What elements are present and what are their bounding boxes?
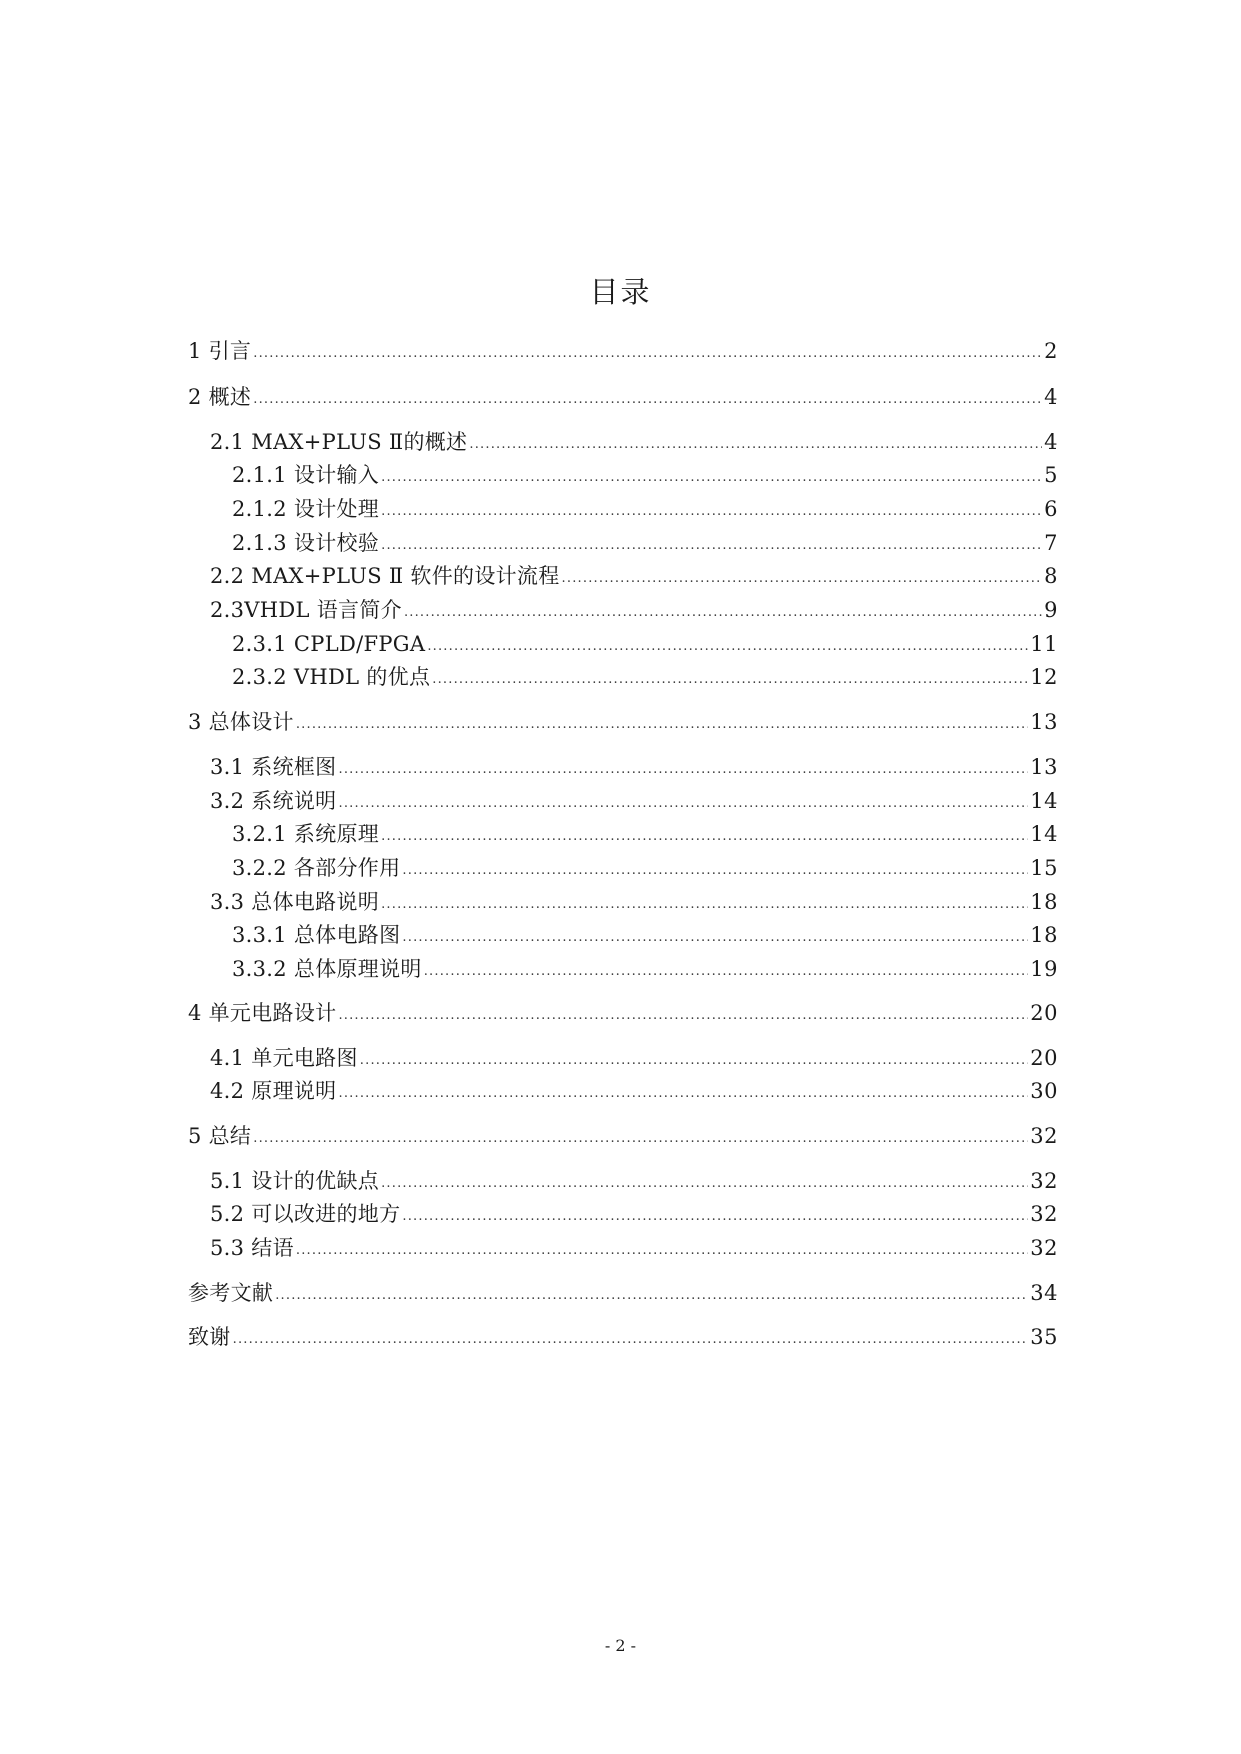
toc-entry-page-number: 11 — [1030, 632, 1058, 656]
toc-dot-leader — [381, 531, 1042, 561]
toc-entry[interactable] — [188, 1121, 1058, 1151]
toc-entry[interactable] — [210, 427, 1058, 457]
toc-entry-page-number: 4 — [1044, 430, 1058, 454]
toc-dot-leader — [338, 1001, 1028, 1031]
toc-entry[interactable] — [210, 887, 1058, 917]
toc-dot-leader — [427, 632, 1028, 662]
toc-dot-leader — [381, 890, 1028, 920]
toc-dot-leader — [253, 385, 1042, 415]
toc-dot-leader — [469, 430, 1042, 460]
toc-entry-label: 2.1 MAX+PLUS Ⅱ的概述 — [210, 430, 468, 454]
toc-entry-label: 3 总体设计 — [188, 710, 294, 734]
toc-entry-label: 4.2 原理说明 — [210, 1079, 337, 1103]
page-number: - 2 - — [604, 1636, 637, 1655]
toc-entry[interactable] — [232, 819, 1058, 849]
toc-entry[interactable] — [232, 920, 1058, 950]
toc-entry-page-number: 13 — [1030, 710, 1058, 734]
toc-dot-leader — [424, 957, 1029, 987]
toc-entry-page-number: 15 — [1030, 856, 1058, 880]
toc-entry[interactable] — [210, 752, 1058, 782]
toc-dot-leader — [381, 822, 1028, 852]
toc-entry-page-number: 4 — [1044, 385, 1058, 409]
toc-dot-leader — [338, 755, 1028, 785]
toc-entry-label: 3.3.1 总体电路图 — [232, 923, 401, 947]
toc-entry[interactable] — [210, 1199, 1058, 1229]
toc-dot-leader — [360, 1046, 1028, 1076]
toc-entry-page-number: 32 — [1030, 1124, 1058, 1148]
toc-entry-page-number: 5 — [1044, 463, 1058, 487]
toc-entry-page-number: 19 — [1030, 957, 1058, 981]
toc-entry-label: 3.2.1 系统原理 — [232, 822, 380, 846]
toc-entry-page-number: 32 — [1030, 1169, 1058, 1193]
toc-entry-page-number: 8 — [1044, 564, 1058, 588]
toc-entry[interactable] — [232, 662, 1058, 692]
toc-entry[interactable] — [210, 1076, 1058, 1106]
toc-entry[interactable] — [188, 382, 1058, 412]
toc-dot-leader — [381, 463, 1042, 493]
toc-entry-label: 1 引言 — [188, 339, 252, 363]
toc-entry-page-number: 14 — [1030, 822, 1058, 846]
toc-entry-page-number: 35 — [1030, 1325, 1058, 1349]
toc-entry-label: 2.1.2 设计处理 — [232, 497, 380, 521]
toc-entry-label: 5.2 可以改进的地方 — [210, 1202, 401, 1226]
toc-entry-label: 4 单元电路设计 — [188, 1001, 337, 1025]
toc-dot-leader — [402, 1202, 1028, 1232]
toc-dot-leader — [432, 665, 1028, 695]
toc-entry[interactable] — [232, 460, 1058, 490]
toc-entry-label: 参考文献 — [188, 1281, 274, 1305]
toc-entry-label: 3.2 系统说明 — [210, 789, 337, 813]
toc-entry[interactable] — [210, 595, 1058, 625]
toc-entry[interactable] — [188, 707, 1058, 737]
toc-dot-leader — [381, 1169, 1028, 1199]
toc-entry[interactable] — [232, 629, 1058, 659]
toc-entry-label: 致谢 — [188, 1325, 231, 1349]
toc-entry-page-number: 32 — [1030, 1202, 1058, 1226]
toc-entry-label: 2.1.3 设计校验 — [232, 531, 380, 555]
toc-entry-label: 2.3.2 VHDL 的优点 — [232, 665, 431, 689]
toc-entry-label: 5.3 结语 — [210, 1236, 294, 1260]
toc-entry-page-number: 14 — [1030, 789, 1058, 813]
toc-dot-leader — [338, 789, 1028, 819]
toc-entry-label: 3.3.2 总体原理说明 — [232, 957, 422, 981]
toc-entry-page-number: 7 — [1044, 531, 1058, 555]
toc-entry-page-number: 32 — [1030, 1236, 1058, 1260]
toc-entry-page-number: 9 — [1044, 598, 1058, 622]
toc-dot-leader — [233, 1325, 1029, 1355]
toc-entry[interactable] — [210, 1166, 1058, 1196]
toc-dot-leader — [381, 497, 1042, 527]
toc-entry-label: 3.1 系统框图 — [210, 755, 337, 779]
toc-dot-leader — [338, 1079, 1028, 1109]
toc-dot-leader — [296, 710, 1028, 740]
toc-dot-leader — [404, 598, 1042, 628]
toc-entry-page-number: 20 — [1030, 1046, 1058, 1070]
toc-entry-page-number: 20 — [1030, 1001, 1058, 1025]
toc-entry[interactable] — [210, 1233, 1058, 1263]
toc-dot-leader — [253, 1124, 1028, 1154]
toc-entry-page-number: 13 — [1030, 755, 1058, 779]
toc-dot-leader — [275, 1281, 1028, 1311]
toc-dot-leader — [402, 856, 1028, 886]
toc-entry[interactable] — [188, 1278, 1058, 1308]
toc-entry[interactable] — [210, 786, 1058, 816]
toc-entry-page-number: 12 — [1030, 665, 1058, 689]
toc-entry[interactable] — [188, 336, 1058, 366]
toc-entry-label: 5.1 设计的优缺点 — [210, 1169, 380, 1193]
toc-entry[interactable] — [188, 1322, 1058, 1352]
toc-entry[interactable] — [232, 494, 1058, 524]
toc-dot-leader — [296, 1236, 1028, 1266]
toc-entry-label: 2.1.1 设计输入 — [232, 463, 380, 487]
toc-entry-label: 5 总结 — [188, 1124, 252, 1148]
toc-entry-page-number: 6 — [1044, 497, 1058, 521]
toc-entry-page-number: 30 — [1030, 1079, 1058, 1103]
toc-entry-label: 2.3.1 CPLD/FPGA — [232, 632, 426, 656]
toc-entry-page-number: 18 — [1030, 890, 1058, 914]
toc-entry[interactable] — [210, 561, 1058, 591]
toc-entry[interactable] — [232, 528, 1058, 558]
toc-entry-label: 2.3VHDL 语言简介 — [210, 598, 402, 622]
toc-entry-page-number: 2 — [1044, 339, 1058, 363]
toc-dot-leader — [253, 339, 1042, 369]
toc-entry[interactable] — [210, 1043, 1058, 1073]
toc-dot-leader — [402, 923, 1028, 953]
toc-entry-label: 4.1 单元电路图 — [210, 1046, 358, 1070]
toc-entry[interactable] — [232, 853, 1058, 883]
toc-entry-page-number: 34 — [1030, 1281, 1058, 1305]
toc-entry-label: 3.3 总体电路说明 — [210, 890, 380, 914]
toc-entry-page-number: 18 — [1030, 923, 1058, 947]
toc-dot-leader — [562, 564, 1043, 594]
toc-entry-label: 2 概述 — [188, 385, 252, 409]
toc-entry-label: 2.2 MAX+PLUS Ⅱ 软件的设计流程 — [210, 564, 560, 588]
toc-entry[interactable] — [232, 954, 1058, 984]
toc-entry-label: 3.2.2 各部分作用 — [232, 856, 401, 880]
toc-entry[interactable] — [188, 998, 1058, 1028]
page-title: 目录 — [589, 275, 652, 309]
